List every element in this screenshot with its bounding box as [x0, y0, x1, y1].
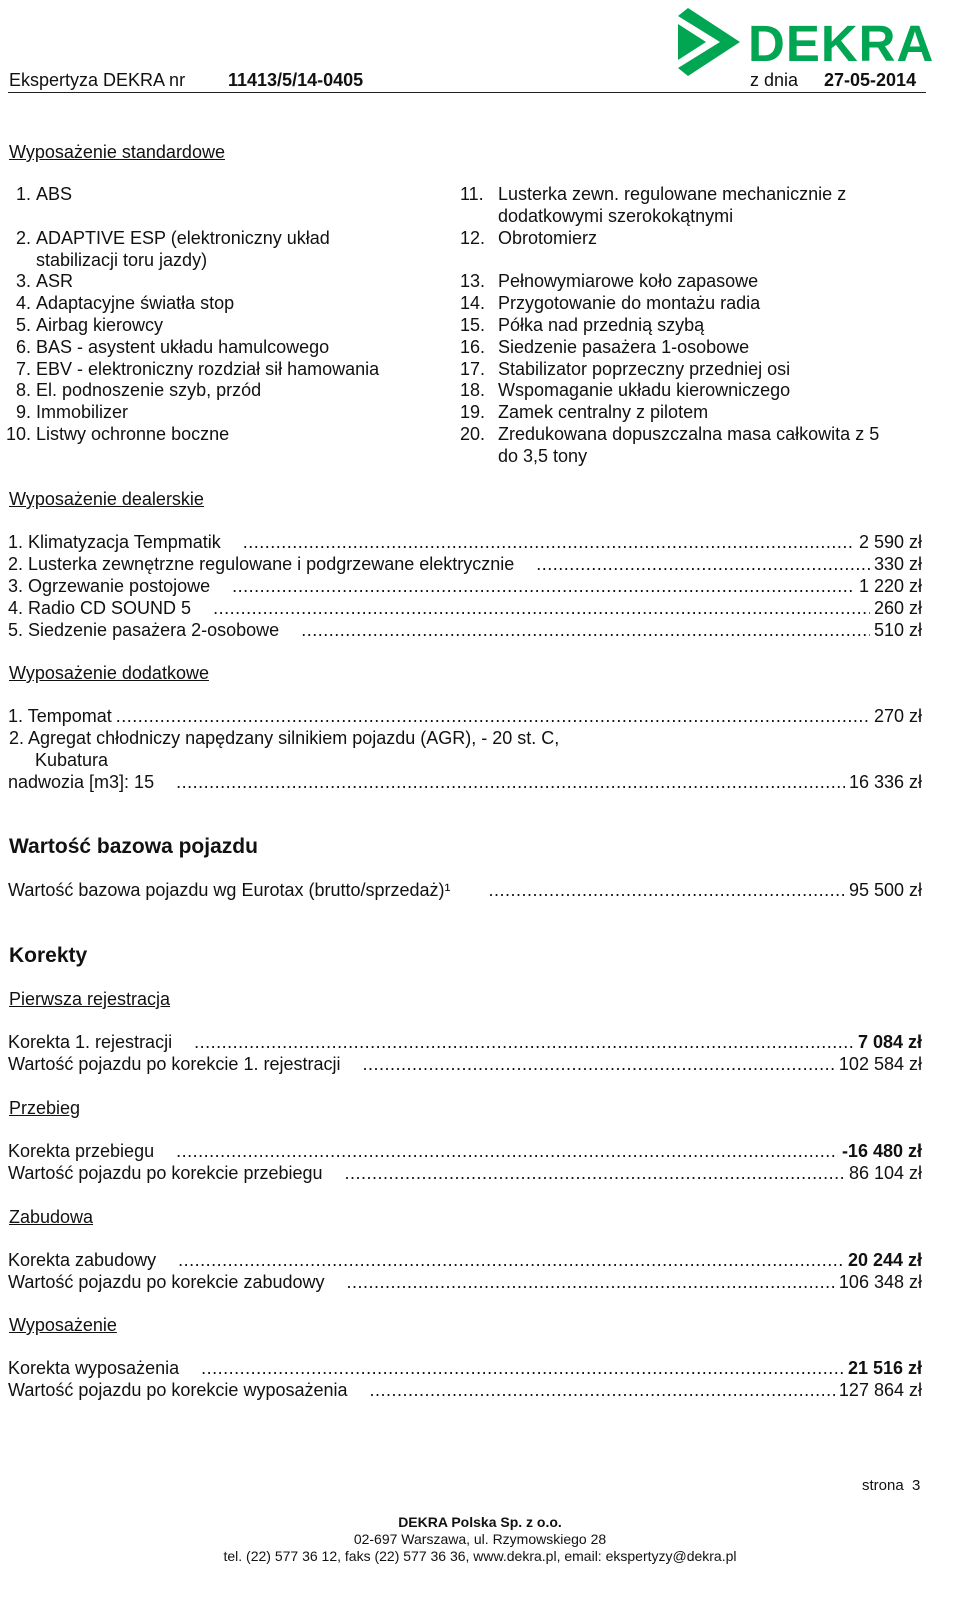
mileage-heading: Przebieg — [9, 1098, 81, 1118]
standard-item-number: 16. — [460, 337, 486, 357]
after-correction-value: 127 864 zł — [838, 1380, 922, 1400]
leader-dots — [232, 576, 855, 597]
dealer-item-label: 3. Ogrzewanie postojowe — [8, 576, 211, 596]
body-after-row — [8, 1272, 922, 1294]
header-divider — [8, 92, 926, 93]
standard-item-label: Przygotowanie do montażu radia — [498, 293, 761, 313]
base-value-label: Wartość bazowa pojazdu wg Eurotax (brutto/sprzedaż)¹ — [8, 880, 451, 900]
standard-item-number: 5. — [15, 315, 31, 335]
body-heading: Zabudowa — [9, 1207, 94, 1227]
correction-label: Korekta wyposażenia — [8, 1358, 180, 1378]
standard-item-label: Wspomaganie układu kierowniczego — [498, 380, 791, 400]
additional-item-2-line-1: 2. Agregat chłodniczy napędzany silnikiem pojazdu (AGR), - 20 st. C, — [9, 728, 560, 748]
after-correction-value: 106 348 zł — [838, 1272, 922, 1292]
corrections-heading: Korekty — [9, 944, 88, 967]
standard-item-label: Pełnowymiarowe koło zapasowe — [498, 271, 759, 291]
standard-item-number: 19. — [460, 402, 486, 422]
body-correction-row — [8, 1250, 922, 1272]
dealer-item-label: 4. Radio CD SOUND 5 — [8, 598, 192, 618]
dealer-item-value: 330 zł — [873, 554, 922, 574]
equipment-after-row — [8, 1380, 922, 1402]
additional-item-1 — [8, 706, 922, 728]
dealer-equipment-heading: Wyposażenie dealerskie — [9, 489, 204, 509]
standard-item-label: EBV - elektroniczny rozdział sił hamowania — [36, 359, 380, 379]
leader-dots — [176, 772, 845, 793]
report-title-prefix: Ekspertyza DEKRA nr — [9, 70, 186, 90]
first-registration-heading: Pierwsza rejestracja — [9, 989, 171, 1009]
leader-dots — [370, 1380, 835, 1401]
additional-item-2-line-2: Kubatura — [35, 750, 109, 770]
footer-company: DEKRA Polska Sp. z o.o. — [398, 1514, 562, 1530]
additional-item-label: nadwozia [m3]: 15 — [8, 772, 155, 792]
standard-item-label: Stabilizator poprzeczny przedniej osi — [498, 359, 791, 379]
standard-item-number: 6. — [15, 337, 31, 357]
dealer-item-label: 1. Klimatyzacja Tempmatik — [8, 532, 221, 552]
leader-dots — [243, 532, 855, 553]
dealer-item-label: 2. Lusterka zewnętrzne regulowane i podgrzewane elektrycznie — [8, 554, 515, 574]
dekra-logo-mark-icon — [676, 6, 742, 78]
standard-item-label: ABS — [36, 184, 73, 204]
page-number — [862, 1477, 920, 1494]
additional-equipment-heading: Wyposażenie dodatkowe — [9, 663, 209, 683]
date-prefix: z dnia — [750, 70, 799, 90]
leader-dots — [347, 1272, 835, 1293]
standard-item-label: Siedzenie pasażera 1-osobowe — [498, 337, 750, 357]
standard-item-number: 3. — [15, 271, 31, 291]
equipment-heading: Wyposażenie — [9, 1315, 117, 1335]
standard-item-label: Adaptacyjne światła stop — [36, 293, 235, 313]
footer-contact: tel. (22) 577 36 12, faks (22) 577 36 36, www.dekra.pl, email: ekspertyzy@dekra.pl — [223, 1548, 737, 1564]
correction-value: -16 480 zł — [841, 1141, 922, 1161]
standard-item-label: Półka nad przednią szybą — [498, 315, 705, 335]
standard-item-number: 2. — [15, 228, 31, 248]
dealer-item — [8, 598, 922, 620]
leader-dots — [201, 1358, 844, 1379]
standard-item-label: El. podnoszenie szyb, przód — [36, 380, 262, 400]
leader-dots — [213, 598, 870, 619]
after-correction-value: 86 104 zł — [848, 1163, 922, 1183]
standard-item-label: Listwy ochronne boczne — [36, 424, 230, 444]
dealer-item — [8, 576, 922, 598]
after-correction-label: Wartość pojazdu po korekcie przebiegu — [8, 1163, 323, 1183]
standard-item-number: 20. — [460, 424, 486, 444]
standard-equipment-heading: Wyposażenie standardowe — [9, 142, 225, 162]
standard-item-number: 14. — [460, 293, 486, 313]
standard-item-label: stabilizacji toru jazdy) — [36, 249, 208, 270]
correction-value: 20 244 zł — [847, 1250, 922, 1270]
report-number: 11413/5/14-0405 — [228, 70, 364, 90]
correction-label: Korekta zabudowy — [8, 1250, 157, 1270]
after-correction-label: Wartość pojazdu po korekcie 1. rejestracji — [8, 1054, 341, 1074]
standard-item-number: 18. — [460, 380, 486, 400]
first-registration-after-row — [8, 1054, 922, 1076]
standard-item-number: 8. — [15, 380, 31, 400]
correction-label: Korekta 1. rejestracji — [8, 1032, 173, 1052]
additional-item-2 — [8, 772, 922, 794]
correction-value: 21 516 zł — [847, 1358, 922, 1378]
standard-item-label: Airbag kierowcy — [36, 315, 164, 335]
leader-dots — [345, 1163, 845, 1184]
base-value-row — [8, 880, 922, 902]
standard-item-label: do 3,5 tony — [498, 445, 588, 466]
standard-item-label: Zamek centralny z pilotem — [498, 402, 709, 422]
leader-dots — [489, 880, 845, 901]
standard-item-number: 9. — [15, 402, 31, 422]
leader-dots — [178, 1250, 844, 1271]
standard-item-number: 11. — [460, 184, 484, 204]
mileage-correction-row — [8, 1141, 922, 1163]
dealer-item-value: 2 590 zł — [858, 532, 922, 552]
after-correction-label: Wartość pojazdu po korekcie zabudowy — [8, 1272, 325, 1292]
standard-item-label: BAS - asystent układu hamulcowego — [36, 337, 330, 357]
standard-item-number: 1. — [15, 184, 31, 204]
leader-dots — [536, 554, 870, 575]
leader-dots — [194, 1032, 854, 1053]
footer-address: 02-697 Warszawa, ul. Rzymowskiego 28 — [353, 1531, 607, 1547]
standard-item-label: ADAPTIVE ESP (elektroniczny układ — [36, 228, 330, 248]
standard-item-label: ASR — [36, 271, 74, 291]
standard-item-number: 17. — [460, 359, 486, 379]
additional-item-value: 270 zł — [873, 706, 922, 726]
base-value-amount: 95 500 zł — [848, 880, 922, 900]
dealer-item-value: 510 zł — [873, 620, 922, 640]
standard-item-label: dodatkowymi szerokokątnymi — [498, 205, 734, 226]
standard-item-number: 4. — [15, 293, 31, 313]
report-date: 27-05-2014 — [824, 70, 917, 90]
page-label: strona — [862, 1477, 904, 1494]
standard-item-number: 10. — [5, 424, 31, 444]
additional-item-label: 1. Tempomat — [8, 706, 112, 726]
after-correction-label: Wartość pojazdu po korekcie wyposażenia — [8, 1380, 348, 1400]
dealer-item-label: 5. Siedzenie pasażera 2-osobowe — [8, 620, 280, 640]
standard-item-label: Lusterka zewn. regulowane mechanicznie z — [498, 184, 847, 204]
equipment-correction-row — [8, 1358, 922, 1380]
standard-item-number: 12. — [460, 228, 486, 248]
correction-value: 7 084 zł — [857, 1032, 922, 1052]
leader-dots — [362, 1054, 834, 1075]
correction-label: Korekta przebiegu — [8, 1141, 155, 1161]
dealer-item — [8, 532, 922, 554]
first-registration-correction-row — [8, 1032, 922, 1054]
additional-item-value: 16 336 zł — [848, 772, 922, 792]
after-correction-value: 102 584 zł — [838, 1054, 922, 1074]
standard-item-number: 7. — [15, 359, 31, 379]
mileage-after-row — [8, 1163, 922, 1185]
leader-dots — [176, 1141, 838, 1162]
dekra-logo-text: DEKRA — [748, 15, 935, 72]
dealer-item — [8, 554, 922, 576]
standard-item-number: 15. — [460, 315, 486, 335]
standard-item-label: Zredukowana dopuszczalna masa całkowita z 5 — [498, 424, 880, 444]
standard-item-number: 13. — [460, 271, 486, 291]
page-value: 3 — [912, 1477, 921, 1494]
leader-dots — [116, 706, 870, 727]
dealer-item-value: 260 zł — [873, 598, 922, 618]
standard-item-label: Obrotomierz — [498, 228, 598, 248]
standard-item-label: Immobilizer — [36, 402, 129, 422]
dealer-item-value: 1 220 zł — [858, 576, 922, 596]
dealer-item — [8, 620, 922, 642]
leader-dots — [301, 620, 870, 641]
base-value-heading: Wartość bazowa pojazdu — [9, 835, 258, 858]
